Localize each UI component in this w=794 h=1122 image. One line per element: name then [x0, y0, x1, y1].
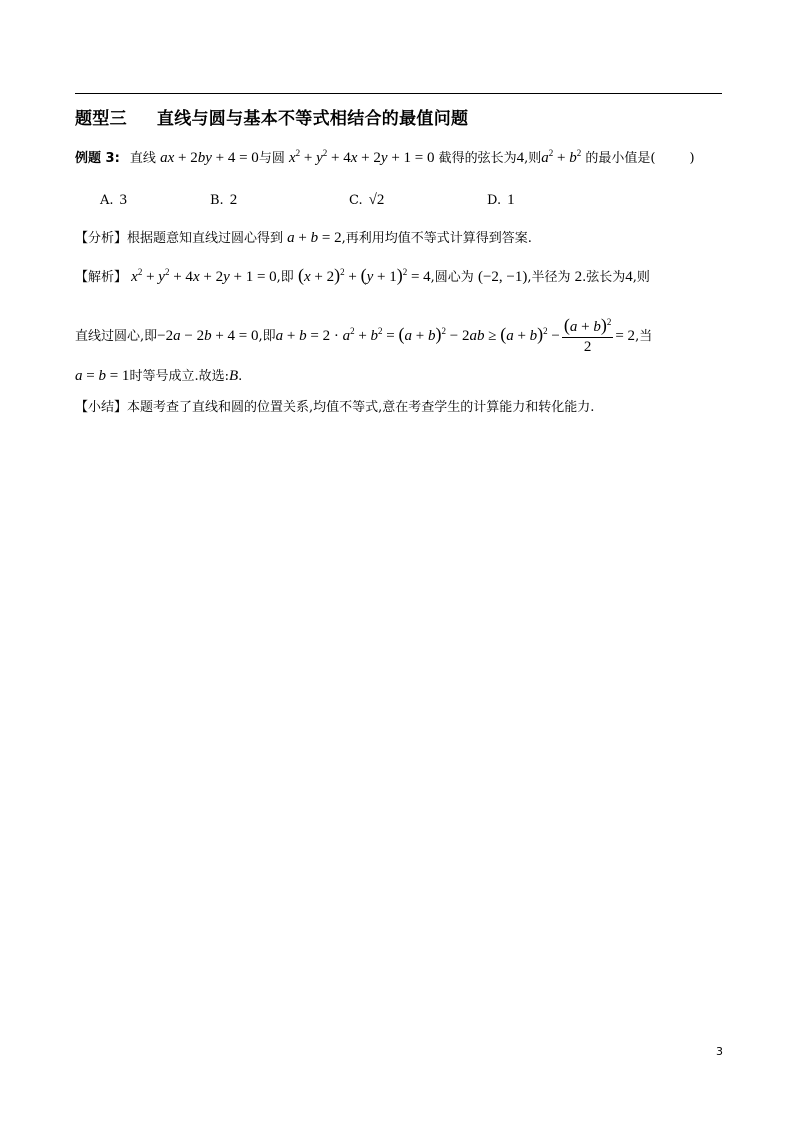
equality-condition: a = b = 1 — [75, 368, 130, 384]
solution-text: 时等号成立.故选: — [129, 369, 229, 384]
standard-form-equation: $(x + 2)^2 + (y + 1)^2 = 4$ — [297, 265, 431, 285]
solution-text: ,半径为 — [527, 270, 571, 285]
top-divider — [75, 93, 722, 94]
solution-line-3 — [75, 366, 242, 387]
line-equation: ax + 2by + 4 = 0 — [160, 150, 259, 166]
option-a — [100, 192, 127, 209]
example-text: 与圆 — [258, 151, 285, 166]
example-text: ,则 — [524, 151, 542, 166]
summary-paragraph — [75, 398, 594, 418]
chord-length: 4 — [516, 150, 525, 166]
solution-text: .弦长为 — [582, 270, 626, 285]
target-expression: $a^2 + b^2$ — [541, 148, 582, 166]
example-text: 截得的弦长为 — [438, 151, 517, 166]
analysis-text: 根据题意知直线过圆心得到 — [127, 231, 284, 246]
option-value: 1 — [507, 192, 515, 208]
summary-text: 本题考查了直线和圆的位置关系,均值不等式,意在考查学生的计算能力和转化能力. — [127, 400, 595, 415]
solution-text: ,当 — [635, 329, 653, 344]
solution-text: ,即 — [276, 270, 294, 285]
solution-label: 【解析】 — [75, 270, 128, 285]
fraction-numerator: $(a + b)^2$ — [562, 316, 613, 338]
option-letter: D. — [487, 193, 502, 208]
option-d — [487, 192, 515, 209]
option-letter: C. — [349, 193, 363, 208]
page-number: 3 — [716, 1045, 723, 1058]
analysis-text: ,再利用均值不等式计算得到答案. — [341, 231, 532, 246]
answer-choice: B — [228, 368, 239, 384]
solution-text: 直线过圆心,即 — [75, 329, 158, 344]
circle-equation: $x^2 + y^2 + 4x + 2y + 1 = 0$ — [131, 267, 277, 285]
example-text: ) — [689, 151, 695, 166]
solution-line-2 — [75, 316, 652, 357]
circle-equation: $x^2 + y^2 + 4x + 2y + 1 = 0$ — [288, 148, 435, 166]
inequality-result: = 2 — [615, 328, 636, 344]
analysis-paragraph — [75, 228, 532, 249]
example-text: 的最小值是( — [585, 151, 656, 166]
option-value: √2 — [368, 192, 385, 208]
example-text: 直线 — [129, 151, 156, 166]
section-title: 直线与圆与基本不等式相结合的最值问题 — [156, 109, 469, 129]
section-label: 题型三 — [75, 109, 127, 129]
example-label: 例题 3: — [75, 151, 120, 166]
fraction-denominator: 2 — [583, 339, 592, 355]
sum-equation: $a + b = 2 \cdot a^2 + b^2 = (a + b)^2 - 2ab \ge (a + b)^2$ − — [275, 324, 560, 344]
analysis-label: 【分析】 — [75, 231, 128, 246]
summary-label: 【小结】 — [75, 400, 128, 415]
circle-center: (−2, −1) — [477, 269, 528, 285]
solution-text: . — [238, 369, 243, 384]
option-value: 2 — [229, 192, 238, 208]
solution-text: ,则 — [632, 270, 650, 285]
substituted-equation: −2a − 2b + 4 = 0 — [157, 328, 259, 344]
analysis-equation: a + b = 2 — [287, 230, 342, 246]
section-heading — [75, 104, 468, 129]
circle-radius: 2 — [574, 269, 583, 285]
option-letter: A. — [100, 193, 114, 208]
chord-length: 4 — [625, 269, 633, 285]
solution-text: ,即 — [258, 329, 276, 344]
option-c — [349, 192, 384, 209]
solution-text: ,圆心为 — [430, 270, 474, 285]
solution-line-1 — [75, 265, 650, 288]
example-question — [75, 148, 695, 169]
option-letter: B. — [210, 193, 224, 208]
option-value: 3 — [119, 192, 128, 208]
fraction — [562, 316, 613, 357]
option-b — [210, 192, 237, 209]
